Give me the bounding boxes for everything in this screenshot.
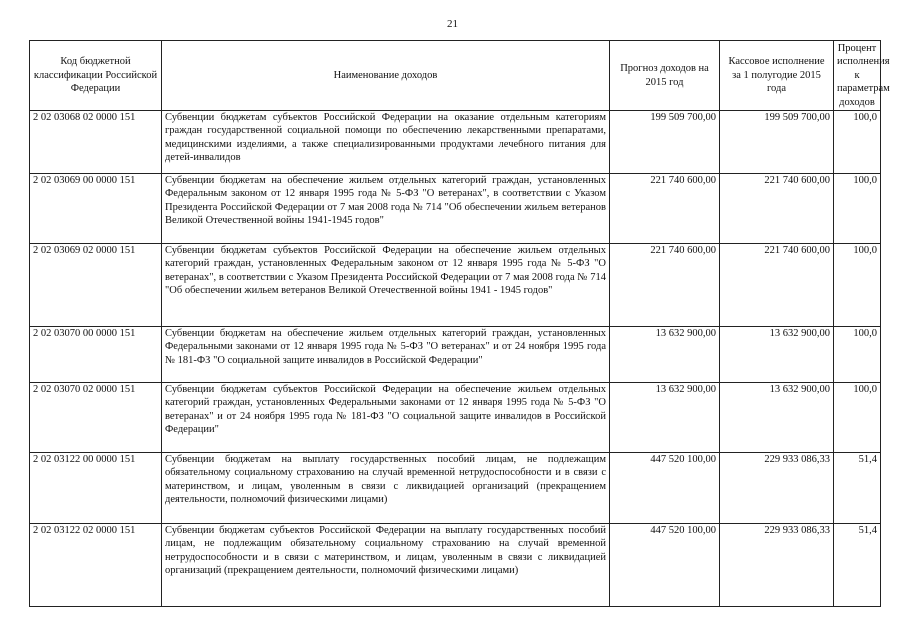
table-row [30,174,881,244]
table-row [30,111,881,174]
table-row [30,244,881,327]
cell-forecast: 221 740 600,00 [610,174,720,244]
cell-code: 2 02 03122 02 0000 151 [30,524,162,607]
header-forecast: Прогноз доходов на 2015 год [610,41,720,111]
table-row [30,524,881,607]
cell-forecast: 447 520 100,00 [610,524,720,607]
cell-forecast: 199 509 700,00 [610,111,720,174]
cell-forecast: 13 632 900,00 [610,327,720,383]
revenue-table [29,40,890,607]
page-number: 21 [447,18,458,30]
cell-code: 2 02 03070 00 0000 151 [30,327,162,383]
cell-code: 2 02 03070 02 0000 151 [30,383,162,453]
cell-code: 2 02 03069 02 0000 151 [30,244,162,327]
cell-percent: 51,4 [834,453,881,524]
cell-code: 2 02 03122 00 0000 151 [30,453,162,524]
cell-name: Субвенции бюджетам на обеспечение жильем отдельных категорий граждан, установленных Федеральными законами от 12 января 1995 года № 5-ФЗ "О ветеранах" и от 24 ноября 1995 года № 181-ФЗ "О социальной защите инвалидов в Российской Федерации" [162,327,610,383]
cell-execution: 229 933 086,33 [720,524,834,607]
cell-execution: 13 632 900,00 [720,327,834,383]
cell-name: Субвенции бюджетам на обеспечение жильем отдельных категорий граждан, установленных Федеральным законом от 12 января 1995 года № 5-ФЗ "О ветеранах", в соответствии с Указом Президента Российской Федерации от 7 мая 2008 года № 714 "Об обеспечении жильем ветеранов Великой Отечественной войны 1941-1945 годов" [162,174,610,244]
cell-execution: 229 933 086,33 [720,453,834,524]
table-header-row [30,41,881,111]
cell-code: 2 02 03069 00 0000 151 [30,174,162,244]
cell-name: Субвенции бюджетам субъектов Российской Федерации на обеспечение жильем отдельных категорий граждан, установленных Федеральным законом от 12 января 1995 года № 5-ФЗ "О ветеранах", в соответствии с Указом Президента Российской Федерации от 7 мая 2008 года № 714 "Об обеспечении жильем ветеранов Великой Отечественной войны 1941 - 1945 годов" [162,244,610,327]
cell-percent: 100,0 [834,111,881,174]
table-row [30,383,881,453]
header-percent: Процент исполнения к параметрам доходов [834,41,881,111]
cell-name: Субвенции бюджетам субъектов Российской Федерации на оказание отдельным категориям граждан государственной социальной помощи по обеспечению лекарственными препаратами, медицинскими изделиями, а также специализированными продуктами лечебного питания для детей-инвалидов [162,111,610,174]
table-row [30,453,881,524]
cell-name: Субвенции бюджетам субъектов Российской Федерации на обеспечение жильем отдельных категорий граждан, установленных Федеральными законами от 12 января 1995 года № 5-ФЗ "О ветеранах" и от 24 ноября 1995 года № 181-ФЗ "О социальной защите инвалидов в Российской Федерации" [162,383,610,453]
header-execution: Кассовое исполнение за 1 полугодие 2015 года [720,41,834,111]
cell-name: Субвенции бюджетам на выплату государственных пособий лицам, не подлежащим обязательному социальному страхованию на случай временной нетрудоспособности и в связи с материнством, и лицам, уволенным в связи с ликвидацией организаций (прекращением деятельности, полномочий физическими лицами) [162,453,610,524]
cell-name: Субвенции бюджетам субъектов Российской Федерации на выплату государственных пособий лицам, не подлежащим обязательному социальному страхованию на случай временной нетрудоспособности и в связи с материнством, и лицам, уволенным в связи с ликвидацией организаций (прекращением деятельности, полномочий физическими лицами) [162,524,610,607]
cell-percent: 51,4 [834,524,881,607]
cell-forecast: 221 740 600,00 [610,244,720,327]
header-code: Код бюджетной классификации Российской Федерации [30,41,162,111]
table-row [30,327,881,383]
cell-execution: 13 632 900,00 [720,383,834,453]
cell-execution: 199 509 700,00 [720,111,834,174]
cell-percent: 100,0 [834,383,881,453]
cell-forecast: 447 520 100,00 [610,453,720,524]
cell-forecast: 13 632 900,00 [610,383,720,453]
header-name: Наименование доходов [162,41,610,111]
cell-percent: 100,0 [834,327,881,383]
cell-execution: 221 740 600,00 [720,244,834,327]
cell-percent: 100,0 [834,244,881,327]
cell-code: 2 02 03068 02 0000 151 [30,111,162,174]
cell-execution: 221 740 600,00 [720,174,834,244]
cell-percent: 100,0 [834,174,881,244]
